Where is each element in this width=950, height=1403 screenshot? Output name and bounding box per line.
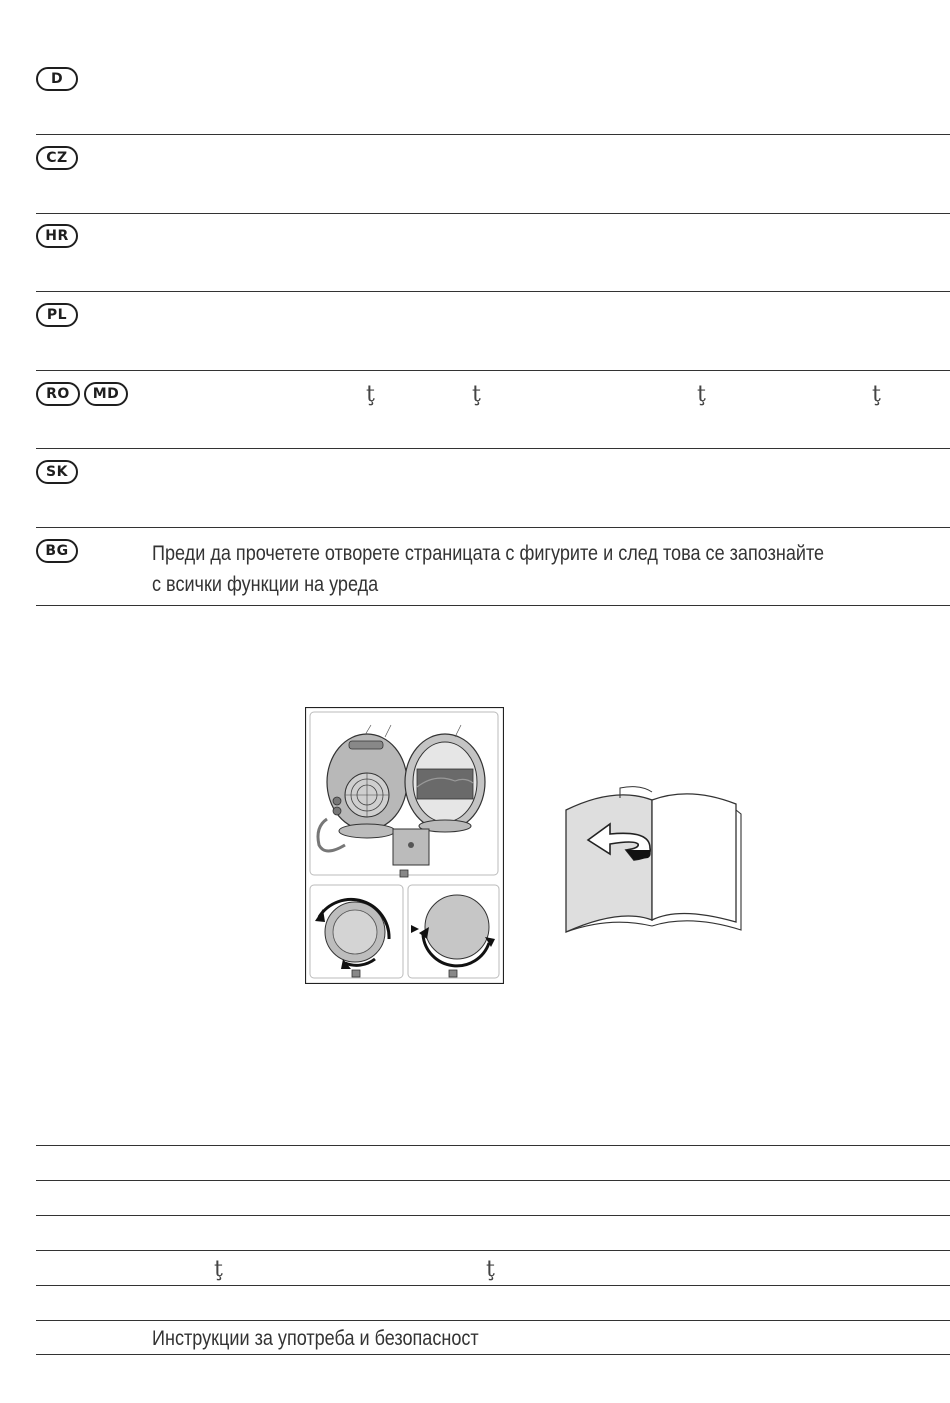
list-divider [36,1145,950,1146]
list-glyph: ţ [486,1257,495,1282]
list-divider [36,1250,950,1251]
figure-page-thumbnail [305,707,504,984]
language-badge-ro: RO [36,382,80,406]
list-divider [36,1354,950,1355]
language-badge-d: D [36,67,78,91]
list-divider [36,1285,950,1286]
language-badge-cz: CZ [36,146,78,170]
list-glyph: ţ [214,1257,223,1282]
bg-manual-title: Инструкции за употреба и безопасност [152,1327,479,1350]
language-badge-pl: PL [36,303,78,327]
ro-glyph: ţ [697,382,706,407]
section-divider [36,213,950,214]
section-divider [36,527,950,528]
ro-glyph: ţ [872,382,881,407]
list-divider [36,1215,950,1216]
language-badge-hr: HR [36,224,78,248]
ro-glyph: ţ [366,382,375,407]
bg-instruction-line1: Преди да прочетете отворете страницата с фигурите и след това се запознайте [152,542,825,565]
bg-instruction-line2: с всички функции на уреда [152,573,379,596]
section-divider [36,291,950,292]
language-badge-sk: SK [36,460,78,484]
section-divider [36,134,950,135]
language-badge-md: MD [84,382,128,406]
language-badge-bg: BG [36,539,78,563]
section-divider [36,605,950,606]
section-divider [36,448,950,449]
list-divider [36,1180,950,1181]
section-divider [36,370,950,371]
open-book-illustration [560,780,750,940]
ro-glyph: ţ [472,382,481,407]
list-divider [36,1320,950,1321]
